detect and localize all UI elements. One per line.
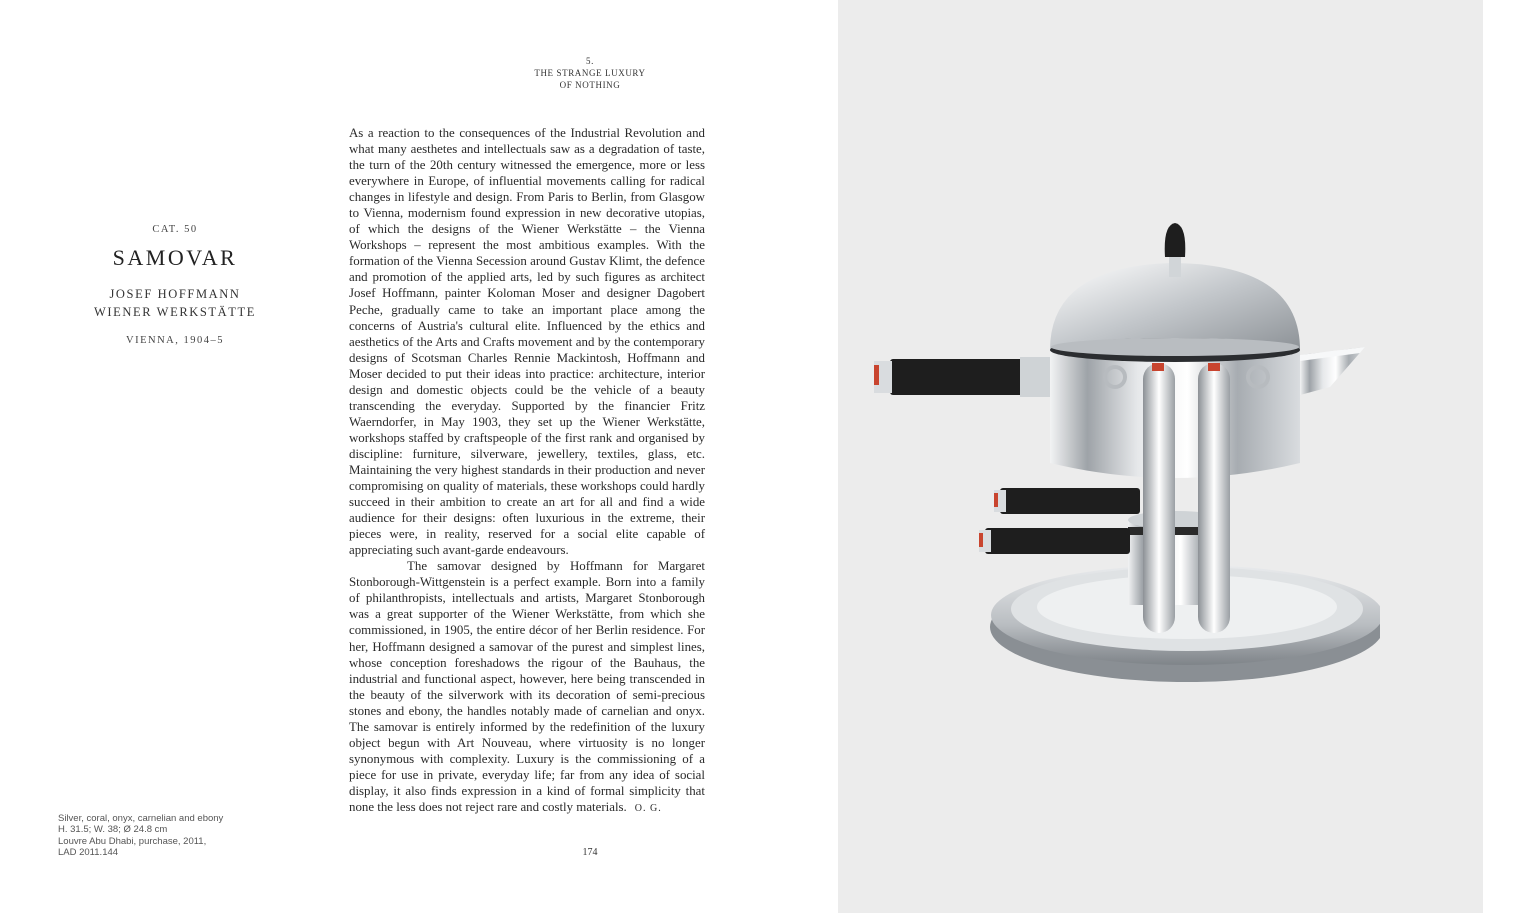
samovar-handle: [874, 357, 1050, 397]
essay-paragraph-2-text: The samovar designed by Hoffmann for Margaret Stonborough-Wittgenstein is a perfect example. Born into a family of philanthropists, intellectuals and artists, Margaret Stonborough was a great supporter of the Wiener Werkstätte, from which she commissioned, in 1905, the entire décor of her Berlin residence. For her, Hoffmann designed a samovar of the purest and simplest lines, whose conception foreshadows the rigour of the Bauhaus, the industrial and functional aspect, however, here being transcended in the beauty of the silverwork with its decoration of semi-precious stones and ebony, the handles notably made of carnelian and onyx. The samovar is entirely informed by the redefinition of the luxury object begun with Art Nouveau, where virtuosity is no longer synonymous with complexity. Luxury is the commissioning of a piece for use in private, everyday life; far from any idea of social display, it also finds expression in a kind of formal simplicity that none the less does not reject rare and costly materials.: [349, 559, 705, 814]
burner-handles: [979, 488, 1140, 554]
chapter-title-line2: OF NOTHING: [559, 80, 621, 90]
essay-paragraph-1: As a reaction to the consequences of the Industrial Revolution and what many aesthetes and intellectuals saw as a degradation of taste, the turn of the 20th century witnessed the emergence, more or less everywhere in Europe, of influential movements calling for radical changes in lifestyle and design. From Paris to Berlin, from Glasgow to Vienna, modernism found expression in new decorative utopias, of which the designs of the Wiener Werkstätte – the Vienna Workshops – represent the most ambitious examples. With the formation of the Vienna Secession around Gustav Klimt, the defence and promotion of the applied arts, led by such figures as architect Josef Hoffmann, painter Koloman Moser and designer Dagobert Peche, gradually came to take an important place among the concerns of Austria's cultural elite. Influenced by the ethics and aesthetics of the Arts and Crafts movement and by the contemporary designs of Scotsman Charles Rennie Mackintosh, Hoffmann and Moser decided to put their ideas into practice: architecture, interior design and domestic objects could be the vehicle of a beauty transcending the everyday. Supported by the financier Fritz Waerndorfer, in May 1903, they set up the Wiener Werkstätte, workshops staffed by craftspeople of the first rank and organised by discipline: furniture, silverware, jewellery, textiles, glass, etc. Maintaining the very highest standards in their production and never compromising on quality of materials, these workshops could hardly succeed in their ambition to create an art for all and find a wide audience for their designs: often luxurious in the extreme, their pieces were, in reality, reserved for a social elite capable of appreciating such avant-garde endeavours.: [349, 126, 705, 558]
essay-text: [349, 125, 705, 817]
samovar-photo: [860, 215, 1380, 695]
chapter-number: 5.: [586, 56, 594, 66]
lid-finial: [1165, 223, 1186, 257]
samovar-lid: [1050, 255, 1300, 362]
object-caption: [58, 813, 298, 858]
caption-dimensions: H. 31.5; W. 38; Ø 24.8 cm: [58, 824, 168, 836]
chapter-title-line1: THE STRANGE LUXURY: [534, 68, 646, 78]
author-initials: O. G.: [634, 802, 662, 814]
page-number: 174: [582, 847, 598, 858]
artist-name: JOSEF HOFFMANN: [109, 287, 241, 301]
catalogue-heading: [60, 224, 290, 346]
object-title: SAMOVAR: [112, 245, 238, 270]
place-date: VIENNA, 1904–5: [126, 335, 224, 346]
catalogue-number: CAT. 50: [152, 224, 198, 235]
essay-paragraph-2: [349, 558, 705, 817]
workshop-name: WIENER WERKSTÄTTE: [93, 305, 256, 319]
object-maker: [60, 285, 290, 321]
running-head: [490, 55, 690, 91]
caption-inventory: LAD 2011.144: [58, 846, 119, 858]
caption-materials: Silver, coral, onyx, carnelian and ebony: [58, 813, 224, 824]
caption-collection: Louvre Abu Dhabi, purchase, 2011,: [58, 835, 207, 847]
page-margin: [1483, 0, 1539, 913]
